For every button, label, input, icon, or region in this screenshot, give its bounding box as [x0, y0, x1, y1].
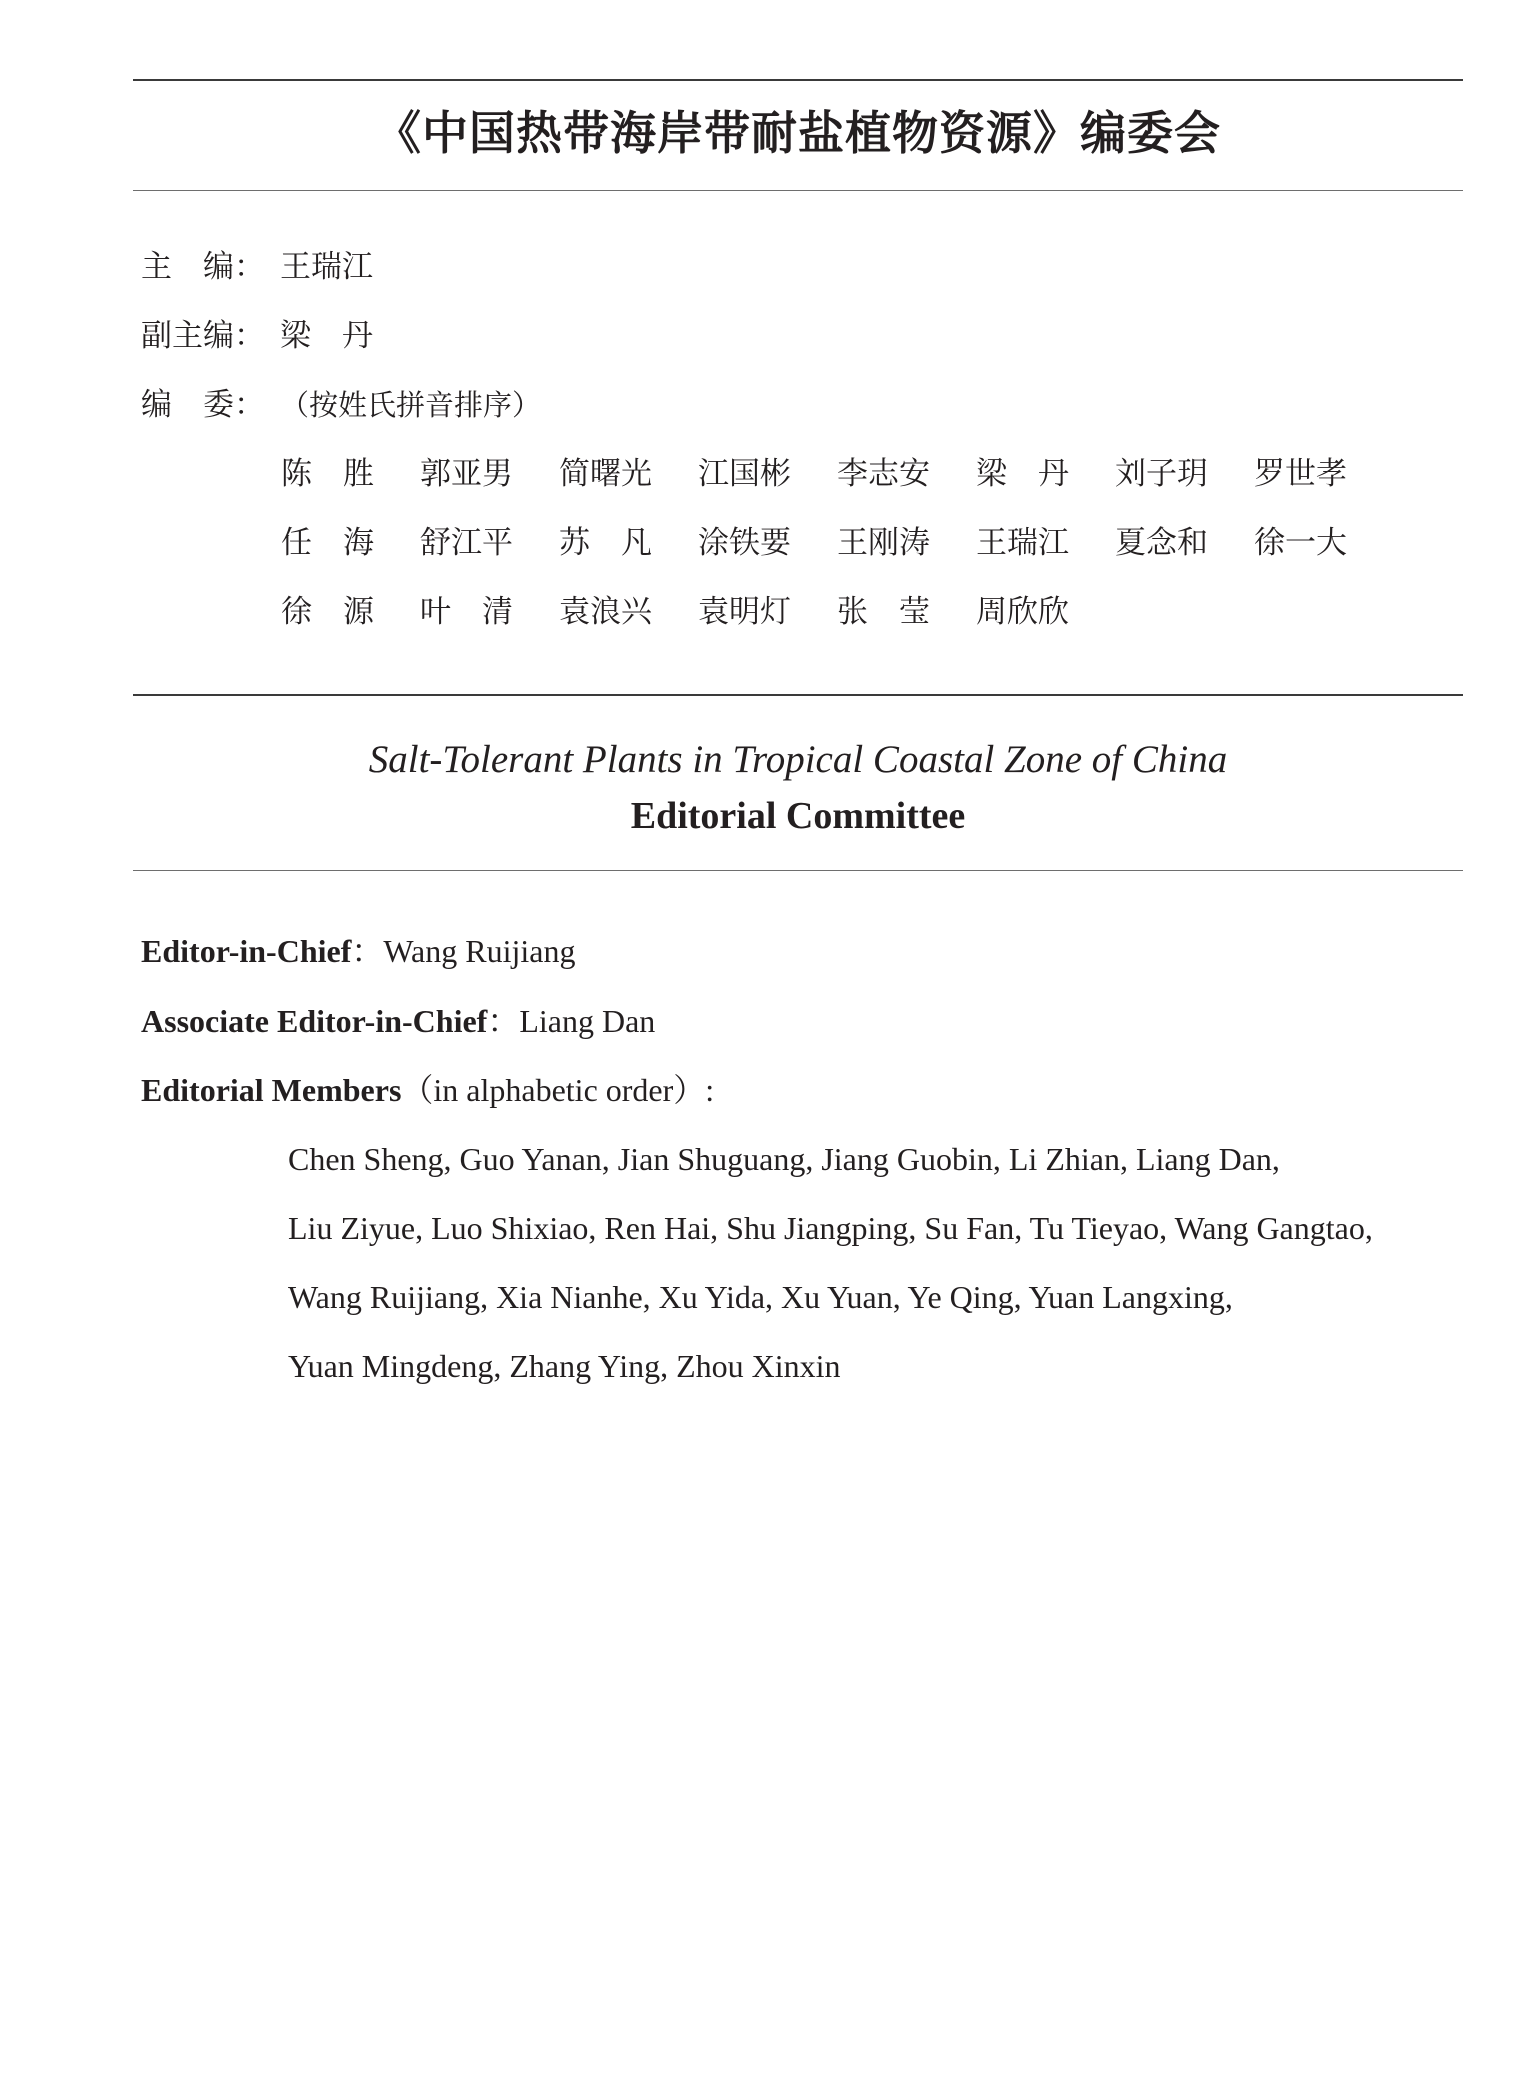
member-name: 袁明灯 — [698, 594, 791, 630]
en-member-line: Yuan Mingdeng, Zhang Ying, Zhou Xinxin — [288, 1348, 841, 1384]
member-name: 张 莹 — [837, 594, 930, 630]
english-subtitle: Editorial Committee — [630, 795, 966, 837]
en-member-line: Chen Sheng, Guo Yanan, Jian Shuguang, Jiang Guobin, Li Zhian, Liang Dan, — [288, 1141, 1280, 1177]
member-name: 袁浪兴 — [559, 594, 652, 630]
en-chief-editor-label: Editor-in-Chief — [141, 933, 352, 969]
member-name: 李志安 — [837, 456, 930, 492]
english-title-underline — [133, 870, 1463, 871]
en-members-row — [141, 1068, 714, 1112]
top-rule — [133, 79, 1463, 81]
member-name: 罗世孝 — [1254, 456, 1347, 492]
en-chief-editor-separator: ： — [351, 933, 384, 969]
en-member-line: Wang Ruijiang, Xia Nianhe, Xu Yida, Xu Yuan, Ye Qing, Yuan Langxing, — [288, 1279, 1233, 1315]
member-name: 涂铁要 — [698, 525, 791, 561]
member-name: 江国彬 — [698, 456, 791, 492]
committee-members-note: （按姓氏拼音排序） — [280, 388, 542, 422]
en-associate-editor-separator: ： — [487, 1003, 520, 1039]
en-member-line: Liu Ziyue, Luo Shixiao, Ren Hai, Shu Jiangping, Su Fan, Tu Tieyao, Wang Gangtao, — [288, 1210, 1373, 1246]
member-name: 徐 源 — [281, 594, 374, 630]
member-name: 周欣欣 — [976, 594, 1069, 630]
deputy-editor-row — [141, 315, 373, 357]
committee-members-row — [141, 384, 541, 426]
en-associate-editor-name: Liang Dan — [519, 1003, 656, 1039]
member-name: 王瑞江 — [976, 525, 1069, 561]
committee-members-label: 编 委： — [141, 387, 265, 423]
section-divider — [133, 694, 1463, 696]
en-associate-editor-row — [141, 999, 655, 1043]
member-name: 梁 丹 — [976, 456, 1069, 492]
chief-editor-name: 王瑞江 — [280, 249, 373, 285]
deputy-editor-label: 副主编： — [141, 318, 265, 354]
member-name: 任 海 — [281, 525, 374, 561]
en-chief-editor-name: Wang Ruijiang — [383, 933, 576, 969]
member-name: 刘子玥 — [1115, 456, 1208, 492]
chinese-title-underline — [133, 190, 1463, 191]
member-name: 徐一大 — [1254, 525, 1347, 561]
chinese-title: 《中国热带海岸带耐盐植物资源》编委会 — [375, 106, 1221, 160]
english-title: Salt-Tolerant Plants in Tropical Coastal Zone of China — [368, 738, 1228, 781]
en-chief-editor-row — [141, 929, 575, 973]
member-name: 简曙光 — [559, 456, 652, 492]
member-name: 王刚涛 — [837, 525, 930, 561]
en-members-note: （in alphabetic order）: — [401, 1072, 715, 1108]
en-members-label: Editorial Members — [141, 1072, 402, 1108]
member-name: 苏 凡 — [559, 525, 652, 561]
member-name: 舒江平 — [420, 525, 513, 561]
member-name: 夏念和 — [1115, 525, 1208, 561]
member-name: 郭亚男 — [420, 456, 513, 492]
deputy-editor-name: 梁 丹 — [280, 318, 373, 354]
member-name: 陈 胜 — [281, 456, 374, 492]
chief-editor-row — [141, 246, 373, 288]
chief-editor-label: 主 编： — [141, 249, 265, 285]
member-name: 叶 清 — [420, 594, 513, 630]
en-associate-editor-label: Associate Editor-in-Chief — [141, 1003, 488, 1039]
